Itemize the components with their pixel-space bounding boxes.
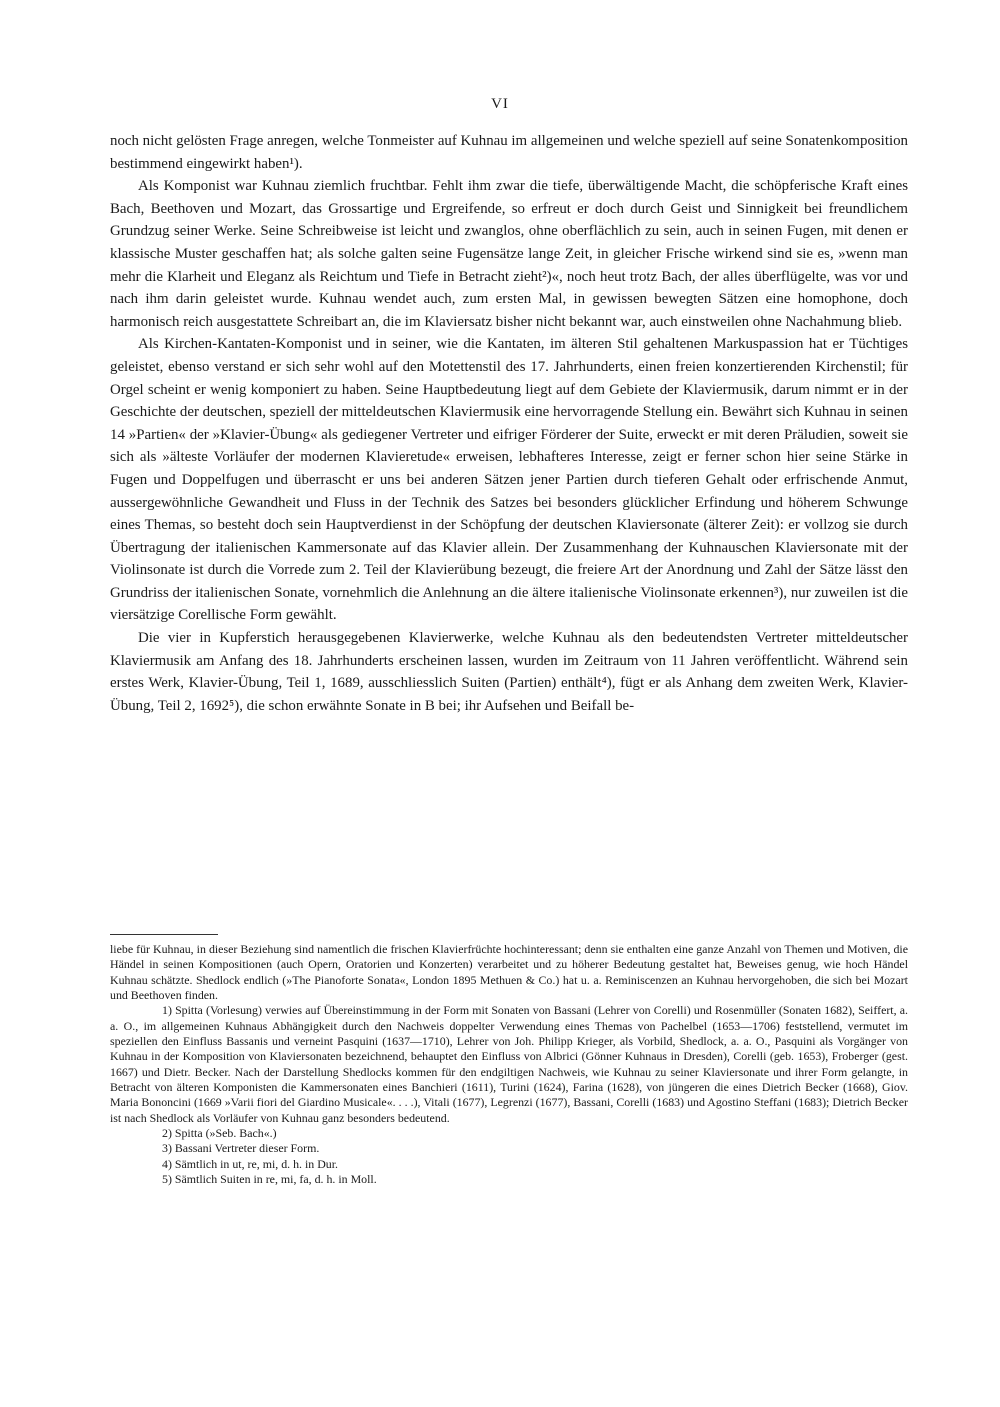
footnote-4: 4) Sämtlich in ut, re, mi, d. h. in Dur.: [162, 1156, 339, 1171]
footnote-5: 5) Sämtlich Suiten in re, mi, fa, d. h. in Moll.: [162, 1172, 377, 1187]
footnote-continuation: liebe für Kuhnau, in dieser Beziehung sind namentlich die frischen Klavierfrüchte hochinteressant; denn sie enthalten eine ganze Anzahl von Themen und Motiven, die Händel in seinen Kompositionen (auch Opern, Oratorien und Konzerten) verarbeitet und zu höherer Bedeutung gestaltet hat, Beweises genug, wie hoch Händel Kuhnau schätzte. Shedlock endlich (»The Pianoforte Sonata«, London 1895 Methuen & Co.) hat u. a. Reminiscenzen an Kuhnau hervorgehoben, die sich bei Mozart und Beethoven finden.: [110, 942, 908, 1003]
paragraph-keyboard-works: Die vier in Kupferstich herausgegebenen Klavierwerke, welche Kuhnau als den bedeutendsten Vertreter mitteldeutscher Klaviermusik am Anfang des 18. Jahrhunderts erscheinen lassen, wurden im Zeitraum von 11 Jahren veröffentlicht. Während sein erstes Werk, Klavier-Übung, Teil 1, 1689, ausschliesslich Suiten (Partien) enthält⁴), fügt er als Anhang dem zweiten Werk, Klavier-Übung, Teil 2, 1692⁵), die schon erwähnte Sonate in B bei; ihr Aufsehen und Beifall be-: [110, 630, 908, 714]
footnote-1: 1) Spitta (Vorlesung) verwies auf Übereinstimmung in der Form mit Sonaten von Bassani (Lehrer von Corelli) und Rosenmüller (Sonaten 1682), Seiffert, a. a. O., im allgemeinen Kuhnaus Abhängigkeit durch den Nachweis doppelter Verwendung eines Themas von Pachelbel (1653—1706) feststellend, vermutet im speziellen den Einfluss Bassanis und verneint Pasquini (1637—1710), Lehrer von Joh. Philipp Krieger, als Vorbild, Shedlock, a. a. O., Pasquini als Vorgänger von Kuhnau in der Komposition von Klaviersonaten bezeichnend, behauptet den Einfluss von Albrici (Gönner Kuhnaus in Dresden), Corelli (geb. 1653), Froberger (gest. 1667) und Dietr. Becker. Nach der Darstellung Shedlocks kommen für den endgiltigen Nachweis, wie Kuhnau zu seiner Klaviersonate und ihrer Form gelangte, in Betracht von älteren Komponisten die Kammersonaten eines Banchieri (1611), Turini (1624), Farina (1628), von jüngeren die eines Dietrich Becker (1668), Giov. Maria Bononcini (1669 »Varii fiori del Giardino Musicale«. . . .), Vitali (1677), Legrenzi (1677), Bassani, Corelli (1683) und Agostino Steffani (1683); Dietrich Becker ist nach Shedlock als Vorläufer von Kuhnau ganz besonders bedeutend.: [110, 1003, 908, 1125]
paragraph-continuation: noch nicht gelösten Frage anregen, welche Tonmeister auf Kuhnau im allgemeinen und welche speziell auf seine Sonatenkomposition bestimmend eingewirkt haben¹).: [110, 133, 908, 172]
page-number: VI: [491, 96, 509, 112]
main-text: [110, 130, 908, 717]
footnotes: [110, 942, 908, 1188]
paragraph-composer: Als Komponist war Kuhnau ziemlich fruchtbar. Fehlt ihm zwar die tiefe, überwältigende Macht, die schöpferische Kraft eines Bach, Beethoven und Mozart, das Grossartige und Ergreifende, so erfreut er doch durch Geist und Sinnigkeit bei freundlichem Grundzug seiner Werke. Seine Schreibweise ist leicht und zwanglos, ohne oberflächlich zu sein, auch in seinen Fugen, mit denen er klassische Muster geschaffen hat; als solche galten seine Fugensätze lange Zeit, in gleicher Frische wirkend sind sie es, »wenn man mehr die Klarheit und Eleganz als Reichtum und Tiefe in Betracht zieht²)«, noch heut trotz Bach, der alles überflügelte, was vor und nach ihm darin geleistet wurde. Kuhnau wendet auch, zum ersten Mal, in gewissen bewegten Sätzen eine homophone, doch harmonisch reich ausgestattete Schreibart an, die im Klaviersatz bisher nicht bekannt war, auch einstweilen ohne Nachahmung blieb.: [110, 178, 908, 330]
footnote-3: 3) Bassani Vertreter dieser Form.: [162, 1141, 320, 1156]
footnote-divider: [110, 934, 218, 935]
footnote-2: 2) Spitta (»Seb. Bach«.): [162, 1126, 277, 1141]
paragraph-church-music: Als Kirchen-Kantaten-Komponist und in seiner, wie die Kantaten, im älteren Stil gehaltenen Markuspassion hat er Tüchtiges geleistet, ebenso verstand er sich sehr wohl auf den Motettenstil des 17. Jahrhunderts, einen freien konzertierenden Kirchenstil; für Orgel scheint er wenig komponiert zu haben. Seine Hauptbedeutung liegt auf dem Gebiete der Klaviermusik, darum nimmt er in der Geschichte der deutschen, speziell der mitteldeutschen Klaviermusik eine hervorragende Stellung ein. Bewährt sich Kuhnau in seinen 14 »Partien« der »Klavier-Übung« als gediegener Vertreter und eifriger Förderer der Suite, erweckt er mit deren Präludien, soweit sie sich als »älteste Vorläufer der modernen Klavieretude« erweisen, lebhafteres Interesse, zeigt er ferner schon hier seine Stärke in Fugen und Doppelfugen und überrascht er uns bei anderen Sätzen jener Partien durch tieferen Gehalt oder erfrischende Anmut, aussergewöhnliche Gewandheit und Fluss in der Technik des Satzes bei besonders glücklicher Erfindung und höherem Schwunge eines Themas, so besteht doch sein Hauptverdienst in der Schöpfung der deutschen Klaviersonate (älterer Zeit): er vollzog sie durch Übertragung der italienischen Kammersonate auf das Klavier allein. Der Zusammenhang der Kuhnauschen Klaviersonate mit der Violinsonate ist durch die Vorrede zum 2. Teil der Klavierübung bezeugt, die freiere Art der Anordnung und Zahl der Sätze lässt den Grundriss der italienischen Sonate, vornehmlich die Anlehnung an die ältere italienische Violinsonate erkennen³), nur zuweilen ist die viersätzige Corellische Form gewählt.: [110, 336, 908, 624]
